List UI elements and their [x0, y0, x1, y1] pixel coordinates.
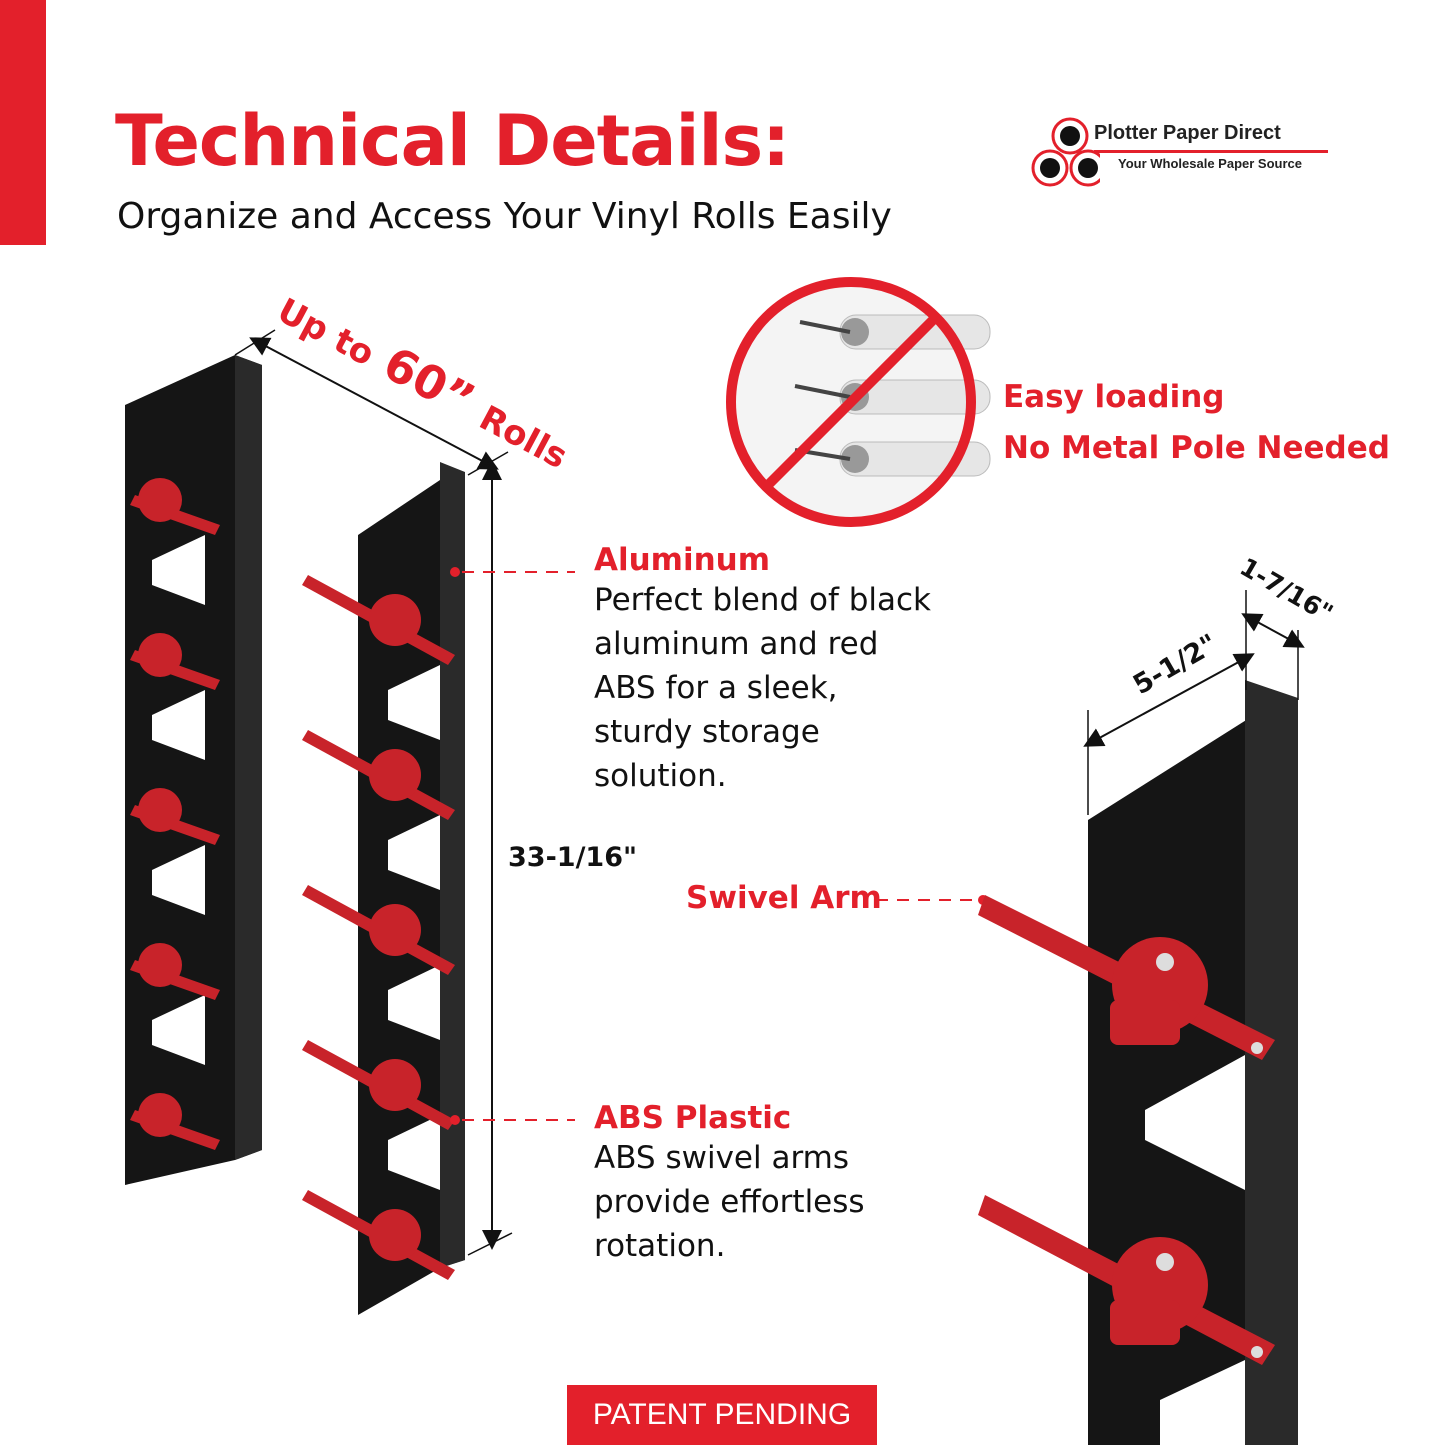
front-bracket [302, 462, 465, 1315]
easy-loading-text [1003, 372, 1390, 474]
width-callout: Up to 60” Rolls [270, 290, 574, 478]
easy-loading-line2: No Metal Pole Needed [1003, 430, 1390, 466]
aluminum-feature [594, 542, 934, 798]
abs-feature [594, 1100, 894, 1268]
swivel-arm-heading: Swivel Arm [686, 880, 882, 916]
height-dimension-line [468, 470, 512, 1255]
brand-name: Plotter Paper Direct [1094, 122, 1281, 144]
aluminum-heading: Aluminum [594, 542, 771, 578]
brand-tagline: Your Wholesale Paper Source [1118, 156, 1302, 171]
depth-label: 5-1/2" [1128, 628, 1223, 702]
aluminum-body: Perfect blend of black aluminum and red ABS for a sleek, sturdy storage solution. [594, 582, 932, 794]
height-label: 33-1/16" [508, 842, 638, 873]
abs-heading: ABS Plastic [594, 1100, 792, 1136]
patent-pending-badge: PATENT PENDING [567, 1385, 877, 1445]
thickness-label: 1-7/16" [1235, 552, 1338, 629]
no-metal-pole-icon [731, 282, 990, 522]
abs-body: ABS swivel arms provide effortless rotation. [594, 1140, 865, 1264]
easy-loading-line1: Easy loading [1003, 379, 1225, 415]
page-subtitle: Organize and Access Your Vinyl Rolls Easily [117, 196, 892, 237]
closeup-bracket [978, 680, 1298, 1445]
page-title: Technical Details: [115, 100, 790, 182]
left-bracket-back [125, 355, 262, 1185]
